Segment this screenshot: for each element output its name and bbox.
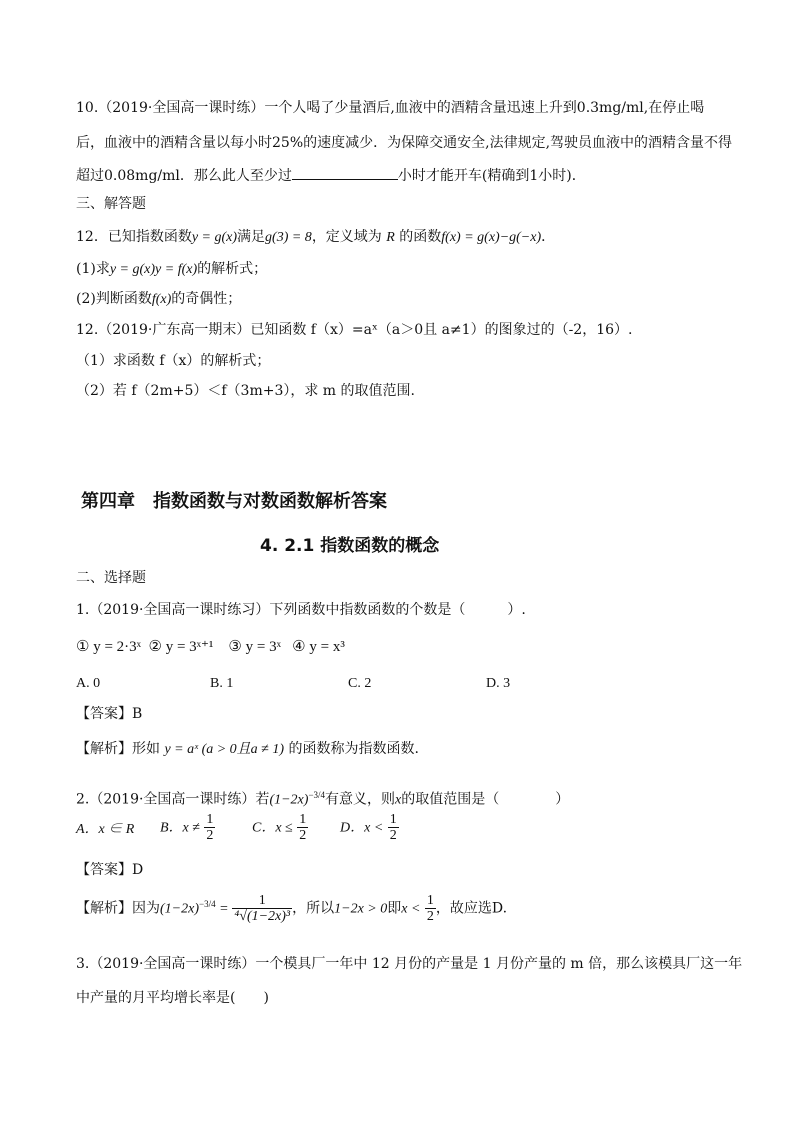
q1-analysis-end: 的函数称为指数函数. [288,741,419,757]
q2-analysis-equals: = [220,901,228,917]
fraction-numerator: 1 [232,893,292,909]
q2-stem-mid: 有意义，则 [325,791,396,808]
q12a-stem-text: 12．已知指数函数 [76,229,192,245]
q1-function-3: ③ y = 3ˣ [228,639,281,655]
q1-analysis-label: 【解析】形如 [76,741,160,757]
q12a-part-1-end: 的解析式； [197,261,268,277]
q2-answer: 【答案】D [76,862,144,878]
q12a-stem-text-2: 满足 [237,229,266,245]
q2-analysis-base: (1−2x) [160,901,199,917]
q1-stem: 1.（2019·全国高一课时练习）下列函数中指数函数的个数是（ ）. [76,602,526,618]
q10-line-3-start: 超过0.08mg/ml．那么此人至少过 [76,168,292,184]
fraction-denominator: 2 [426,909,434,924]
q2-stem-label: 2.（2019·全国高一课时练）若 [76,791,270,808]
q3-stem-line-1: 3.（2019·全国高一课时练）一个模具厂一年中 12 月份的产量是 1 月份产量的 m 倍，那么该模具厂这一年 [76,956,743,972]
chapter-title: 第四章 指数函数与对数函数解析答案 [81,491,387,512]
q2-stem-variable: x [395,792,402,808]
q12a-part-2 [76,289,241,310]
q10-line-3-end: 小时才能开车(精确到1小时)． [397,168,586,184]
answer-blank [292,165,398,180]
q12a-expr-f: f(x) = g(x)−g(−x) [441,230,542,245]
fraction-half [388,812,399,843]
q2-analysis-inequality: 1−2x > 0 [334,901,388,917]
q1-function-2: ② y = 3ˣ⁺¹ [148,639,214,655]
q1-analysis [76,739,419,760]
q2-stem-base: (1−2x) [269,792,309,808]
q2-option-d-label: D．x < [340,820,384,836]
q2-option-a: A．x ∈ R [76,822,135,837]
q2-option-d [340,812,399,843]
fraction-numerator: 1 [206,812,214,827]
q12b-stem: 12.（2019·广东高一期末）已知函数 f（x）=aˣ（a＞0且 a≠1）的图象过的（-2，16）. [76,322,633,338]
q2-stem-exponent: −3/4 [308,790,326,800]
q2-analysis-mid-2: 即 [387,900,402,917]
q2-option-b [160,812,215,843]
fraction-half [425,893,436,924]
q1-function-4: ④ y = x³ [292,639,345,655]
q2-analysis [76,893,507,924]
q2-option-b-label: B．x ≠ [160,820,200,836]
q2-option-c-label: C．x ≤ [252,820,293,836]
q2-analysis-mid: ，所以 [292,900,335,917]
fraction-half [297,812,308,843]
section-heading-answers: 三、解答题 [76,196,146,212]
fraction-denominator: 2 [299,828,307,843]
q1-functions [76,637,345,657]
q2-analysis-end: ，故应选D. [435,900,508,917]
q2-stem-end: 的取值范围是（ ） [401,791,570,808]
fraction-denominator: 2 [389,828,397,843]
q12a-part-1 [76,259,267,280]
q10-line-2: 后，血液中的酒精含量以每小时25%的速度减少．为保障交通安全,法律规定,驾驶员血液中的酒精含量不得 [76,135,733,151]
q12a-part-1-expr: y = g(x)y = f(x) [109,262,198,277]
q2-analysis-exponent: −3/4 [199,898,216,909]
section-heading-choice: 二、选择题 [76,570,146,586]
q12a-part-2-label: (2)判断函数 [76,291,152,307]
fraction-numerator: 1 [389,812,397,827]
q12a-stem-text-3: ，定义域为 [311,229,387,245]
q12a-expr-g: y = g(x) [191,230,238,245]
q10-line-1: 10.（2019·全国高一课时练）一个人喝了少量酒后,血液中的酒精含量迅速上升到0.3mg/ml,在停止喝 [76,100,705,116]
q2-option-c [252,812,308,843]
q2-analysis-x: x < [401,901,421,917]
q12a-domain-r: R [386,230,395,245]
q12a-part-2-end: 的奇偶性； [171,291,242,307]
q10-line-3 [76,165,586,186]
q2-stem [76,785,569,811]
section-title: 4. 2.1 指数函数的概念 [260,536,440,556]
q1-function-1: ① y = 2·3ˣ [76,639,141,655]
q12b-part-1: （1）求函数 f（x）的解析式； [76,353,271,369]
q12a-stem-text-4: 的函数 [394,229,442,245]
q1-option-d: D. 3 [486,676,511,691]
q12a-expr-g3: g(3) = 8 [265,230,312,245]
q1-option-a: A. 0 [76,676,101,691]
q2-analysis-fraction [232,893,292,924]
q1-option-c: C. 2 [348,676,372,691]
fraction-denominator: ⁴√(1−2x)³ [234,909,291,924]
q3-stem-line-2: 中产量的月平均增长率是( ) [76,990,269,1006]
q12a-part-2-expr: f(x) [151,292,172,307]
q12a-part-1-label: (1)求 [76,261,110,277]
q1-analysis-expr: y = aˣ (a > 0且a ≠ 1) [164,742,285,757]
fraction-numerator: 1 [299,812,307,827]
fraction-half [204,812,215,843]
q12b-part-2: （2）若 f（2m+5）＜f（3m+3），求 m 的取值范围. [76,383,415,399]
q1-answer: 【答案】B [76,706,143,722]
fraction-denominator: 2 [206,828,214,843]
fraction-numerator: 1 [426,893,434,908]
q1-option-b: B. 1 [210,676,234,691]
q12a-stem [76,227,555,248]
q2-analysis-label: 【解析】因为 [76,900,160,917]
q12a-stem-end: ． [541,229,556,245]
